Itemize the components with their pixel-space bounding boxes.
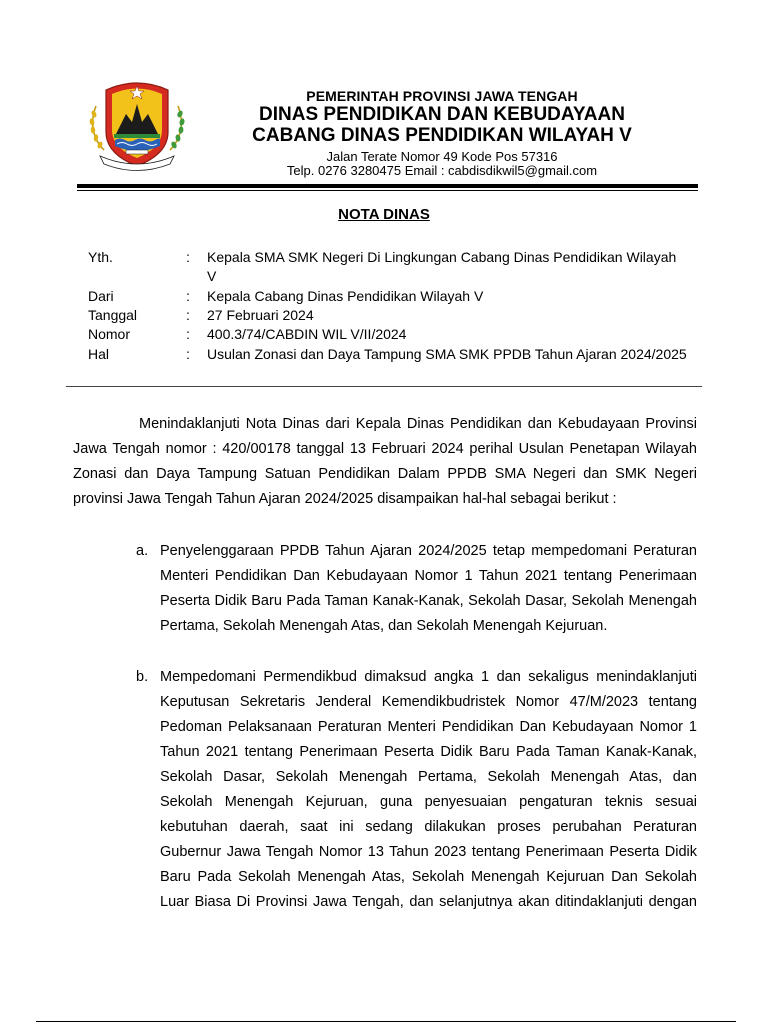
meta-label-hal: Hal: [88, 346, 110, 362]
list-item-text: Mempedomani Permendikbud dimaksud angka 1 dan sekaligus menindaklanjuti Keputusan Sekretaris Jenderal Kemendikbudristek Nomor 47/M/2023 tentang Pedoman Pelaksanaan Peraturan Menteri Pendidikan Dan Kebudayaan Nomor 1 Tahun 2021 tentang Penerimaan Peserta Didik Baru Pada Taman Kanak-Kanak, Sekolah Dasar, Sekolah Menengah Pertama, Sekolah Menengah Atas, dan Sekolah Menengah Kejuruan, guna penyesuaian pengaturan teknis sesuai kebutuhan daerah, saat ini sedang dilakukan proses perubahan Peraturan Gubernur Jawa Tengah Nomor 13 Tahun 2023 tentang Penerimaan Peserta Didik Baru Pada Sekolah Menengah Atas, Sekolah Menengah Kejuruan Dan Sekolah Luar Biasa Di Provinsi Jawa Tengah, dan selanjutnya akan ditindaklanjuti dengan: [160, 669, 697, 910]
meta-value-yth: Kepala SMA SMK Negeri Di Lingkungan Cabang Dinas Pendidikan Wilayah V: [207, 249, 677, 284]
jawa-tengah-emblem-icon: [86, 76, 188, 172]
letterhead-department: DINAS PENDIDIKAN DAN KEBUDAYAAN: [259, 104, 625, 125]
meta-divider: [66, 386, 702, 387]
meta-colon: :: [186, 346, 190, 362]
letterhead-divider-thick: [77, 184, 698, 188]
meta-label-dari: Dari: [88, 288, 114, 304]
meta-value-dari: Kepala Cabang Dinas Pendidikan Wilayah V: [207, 288, 484, 304]
list-item-letter: a.: [136, 543, 149, 559]
intro-paragraph: Menindaklanjuti Nota Dinas dari Kepala Dinas Pendidikan dan Kebudayaan Provinsi Jawa Tengah nomor : 420/00178 tanggal 13 Februari 2024 perihal Usulan Penetapan Wilayah Zonasi dan Daya Tampung Satuan Pendidikan Dalam PPDB SMA Negeri dan SMK Negeri provinsi Jawa Tengah Tahun Ajaran 2024/2025 disampaikan hal-hal sebagai berikut :: [73, 416, 697, 507]
meta-label-nomor: Nomor: [88, 326, 131, 342]
letterhead-divider-thin: [77, 190, 698, 191]
letterhead-branch: CABANG DINAS PENDIDIKAN WILAYAH V: [252, 125, 632, 146]
meta-colon: :: [186, 249, 190, 265]
letterhead-address: Jalan Terate Nomor 49 Kode Pos 57316: [326, 149, 558, 164]
letterhead-government: PEMERINTAH PROVINSI JAWA TENGAH: [306, 88, 578, 104]
document-title: NOTA DINAS: [338, 206, 430, 223]
meta-value-nomor: 400.3/74/CABDIN WIL V/II/2024: [207, 326, 407, 342]
meta-colon: :: [186, 326, 190, 342]
meta-colon: :: [186, 288, 190, 304]
page-edge-line: [36, 1021, 736, 1022]
meta-value-tanggal: 27 Februari 2024: [207, 307, 314, 323]
list-item-letter: b.: [136, 669, 149, 685]
meta-value-hal: Usulan Zonasi dan Daya Tampung SMA SMK PPDB Tahun Ajaran 2024/2025: [207, 346, 687, 362]
meta-label-tanggal: Tanggal: [88, 307, 138, 323]
letterhead-contact: Telp. 0276 3280475 Email : cabdisdikwil5@gmail.com: [286, 163, 598, 178]
meta-colon: :: [186, 307, 190, 323]
meta-label-yth: Yth.: [88, 249, 113, 265]
list-item-text: Penyelenggaraan PPDB Tahun Ajaran 2024/2025 tetap mempedomani Peraturan Menteri Pendidikan Dan Kebudayaan Nomor 1 Tahun 2021 tentang Penerimaan Peserta Didik Baru Pada Taman Kanak-Kanak, Sekolah Dasar, Sekolah Menengah Pertama, Sekolah Menengah Atas, dan Sekolah Menengah Kejuruan.: [160, 543, 697, 634]
